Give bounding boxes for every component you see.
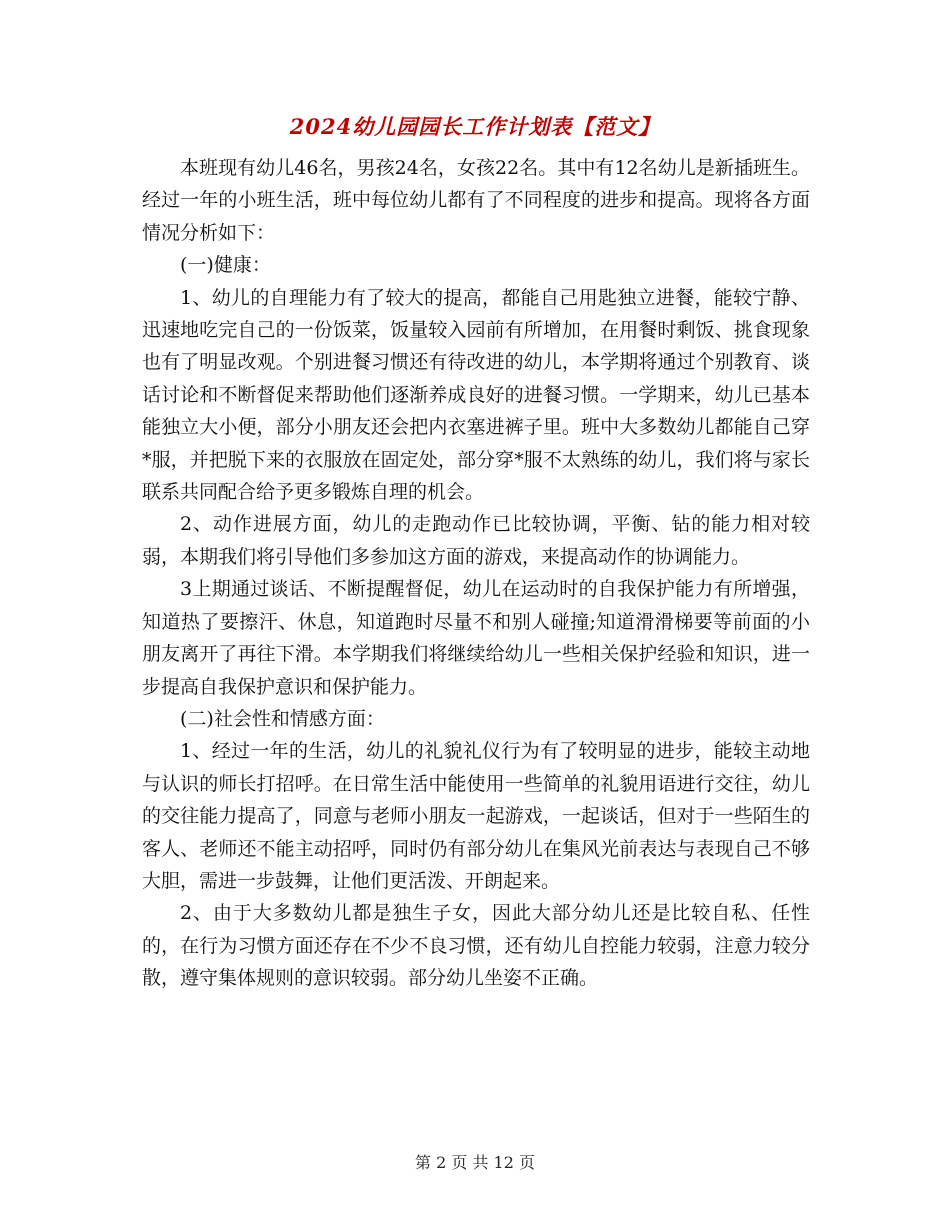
page-number-footer: 第 2 页 共 12 页 bbox=[415, 1153, 535, 1172]
paragraph-social-1: 1、经过一年的生活，幼儿的礼貌礼仪行为有了较明显的进步，能较主动地与认识的师长打招呼。在日常生活中能使用一些简单的礼貌用语进行交往，幼儿的交往能力提高了，同意与老师小朋友一起游戏，一起谈话，但对于一些陌生的客人、老师还不能主动招呼，同时仍有部分幼儿在集风光前表达与表现自己不够大胆，需进一步鼓舞，让他们更活泼、开朗起来。 bbox=[142, 740, 810, 892]
section-heading-health: (一)健康： bbox=[180, 254, 271, 277]
section-heading-social: (二)社会性和情感方面： bbox=[180, 707, 385, 730]
document-title: 2024幼儿园园长工作计划表【范文】 bbox=[289, 114, 661, 139]
document-body bbox=[142, 152, 810, 995]
paragraph-health-3: 3上期通过谈话、不断提醒督促，幼儿在运动时的自我保护能力有所增强，知道热了要擦汗、休息，知道跑时尽量不和别人碰撞;知道滑滑梯要等前面的小朋友离开了再往下滑。本学期我们将继续给幼儿一些相关保护经验和知识，进一步提高自我保护意识和保护能力。 bbox=[142, 578, 810, 698]
paragraph-health-1: 1、幼儿的自理能力有了较大的提高，都能自己用匙独立进餐，能较宁静、迅速地吃完自己的一份饭菜，饭量较入园前有所增加，在用餐时剩饭、挑食现象也有了明显改观。个别进餐习惯还有待改进的幼儿，本学期将通过个别教育、谈话讨论和不断督促来帮助他们逐渐养成良好的进餐习惯。一学期来，幼儿已基本能独立大小便，部分小朋友还会把内衣塞进裤子里。班中大多数幼儿都能自己穿*服，并把脱下来的衣服放在固定处，部分穿*服不太熟练的幼儿，我们将与家长联系共同配合给予更多锻炼自理的机会。 bbox=[142, 286, 810, 504]
paragraph-intro: 本班现有幼儿46名，男孩24名，女孩22名。其中有12名幼儿是新插班生。经过一年的小班生活，班中每位幼儿都有了不同程度的进步和提高。现将各方面情况分析如下： bbox=[142, 157, 810, 244]
paragraph-social-2: 2、由于大多数幼儿都是独生子女，因此大部分幼儿还是比较自私、任性的，在行为习惯方面还存在不少不良习惯，还有幼儿自控能力较弱，注意力较分散，遵守集体规则的意识较弱。部分幼儿坐姿不正确。 bbox=[142, 902, 810, 990]
paragraph-health-2: 2、动作进展方面，幼儿的走跑动作已比较协调，平衡、钻的能力相对较弱，本期我们将引导他们多参加这方面的游戏，来提高动作的协调能力。 bbox=[142, 513, 810, 568]
